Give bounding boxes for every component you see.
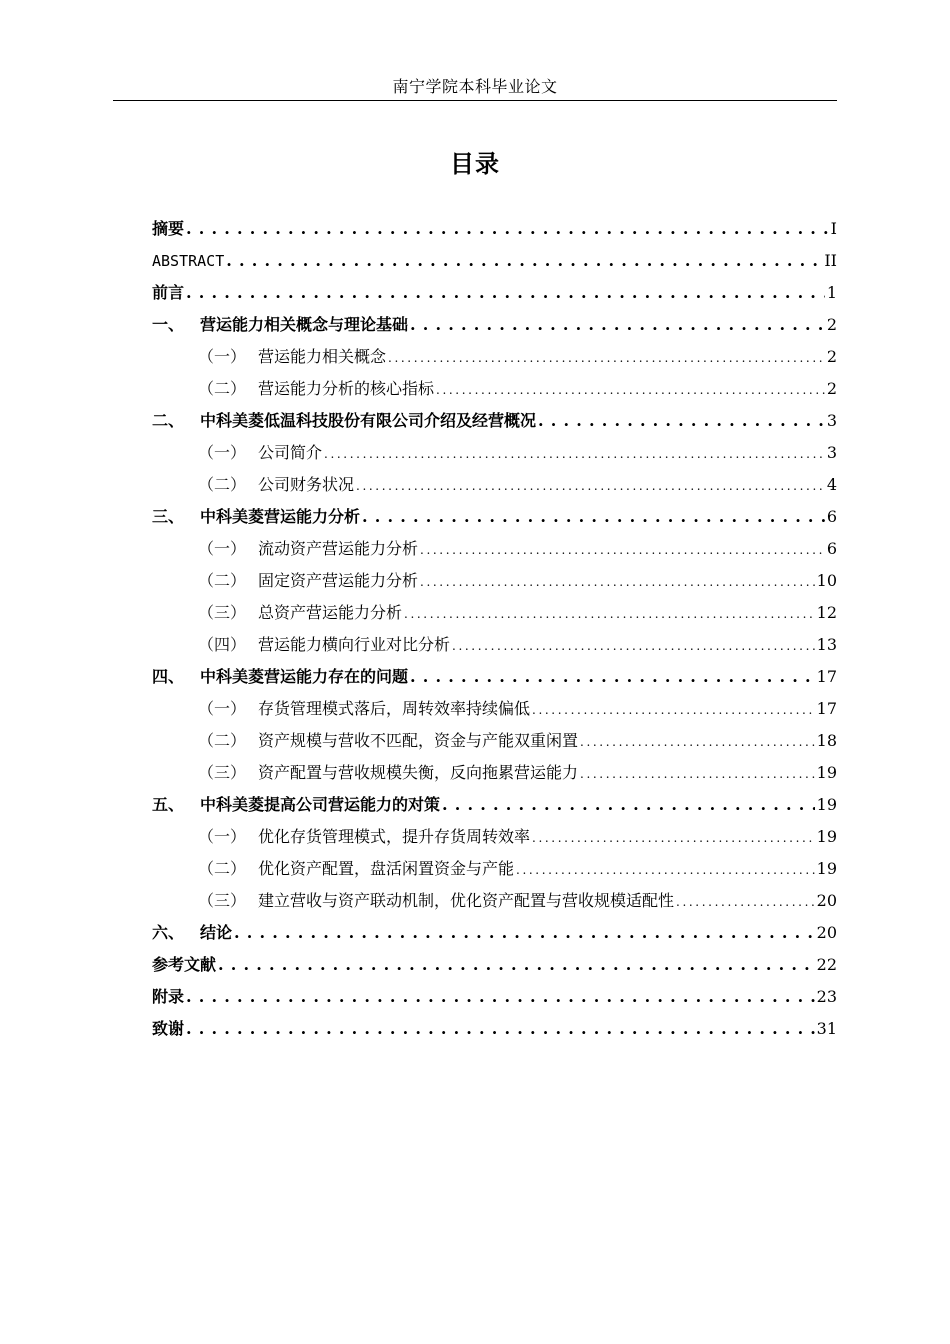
toc-entry-page-number: 23 <box>816 987 837 1006</box>
toc-entry-chapter[interactable] <box>152 213 837 245</box>
toc-entry-label: 结论 <box>200 923 233 942</box>
page-header: 南宁学院本科毕业论文 <box>392 77 558 96</box>
dot-leader <box>676 886 815 918</box>
toc-entry-number: 六、 <box>152 923 185 942</box>
toc-entry-section[interactable] <box>152 469 837 501</box>
dot-leader <box>420 534 825 566</box>
toc-entry-label: 存货管理模式落后，周转效率持续偏低 <box>258 699 531 718</box>
toc-entry-section[interactable] <box>152 853 837 885</box>
dot-leader <box>410 309 825 341</box>
toc-entry-page-number: 19 <box>816 827 837 846</box>
toc-entry-label: ABSTRACT <box>152 252 225 270</box>
toc-entry-section[interactable] <box>152 821 837 853</box>
dot-leader <box>324 438 825 470</box>
toc-entry-page-number: 19 <box>816 859 837 878</box>
toc-entry-page-number: 4 <box>826 475 837 494</box>
dot-leader <box>226 245 822 277</box>
toc-entry-page-number: II <box>824 251 837 270</box>
toc-entry-page-number: 20 <box>816 923 837 942</box>
toc-entry-number: （二） <box>198 859 247 878</box>
dot-leader <box>356 470 825 502</box>
toc-entry-chapter[interactable] <box>152 309 837 341</box>
toc-entry-number: 二、 <box>152 411 185 430</box>
dot-leader <box>362 501 825 533</box>
dot-leader <box>218 949 815 981</box>
dot-leader <box>580 726 815 758</box>
toc-entry-chapter[interactable] <box>152 789 837 821</box>
toc-entry-section[interactable] <box>152 757 837 789</box>
toc-entry-label: 参考文献 <box>152 955 217 974</box>
toc-entry-chapter[interactable] <box>152 501 837 533</box>
toc-entry-label: 固定资产营运能力分析 <box>258 571 419 590</box>
toc-entry-page-number: 19 <box>816 763 837 782</box>
dot-leader <box>436 374 825 406</box>
dot-leader <box>186 981 815 1013</box>
toc-entry-label: 营运能力横向行业对比分析 <box>258 635 451 654</box>
toc-entry-number: （四） <box>198 635 247 654</box>
toc-entry-page-number: 20 <box>816 891 837 910</box>
toc-entry-page-number: 19 <box>816 795 837 814</box>
dot-leader <box>234 917 815 949</box>
toc-entry-section[interactable] <box>152 437 837 469</box>
toc-entry-section[interactable] <box>152 565 837 597</box>
toc-entry-label: 中科美菱营运能力分析 <box>200 507 361 526</box>
toc-entry-number: （二） <box>198 475 247 494</box>
toc-entry-label: 流动资产营运能力分析 <box>258 539 419 558</box>
toc-entry-label: 前言 <box>152 283 185 302</box>
toc-entry-label: 营运能力分析的核心指标 <box>258 379 435 398</box>
toc-entry-page-number: 6 <box>826 507 837 526</box>
toc-entry-label: 中科美菱营运能力存在的问题 <box>200 667 409 686</box>
dot-leader <box>532 694 815 726</box>
toc-entry-chapter[interactable] <box>152 917 837 949</box>
toc-entry-page-number: 17 <box>816 699 837 718</box>
dot-leader <box>186 213 829 245</box>
toc-entry-label: 公司简介 <box>258 443 323 462</box>
table-of-contents <box>152 213 837 1045</box>
dot-leader <box>516 854 815 886</box>
toc-entry-section[interactable] <box>152 373 837 405</box>
toc-entry-section[interactable] <box>152 341 837 373</box>
toc-entry-number: 三、 <box>152 507 185 526</box>
toc-entry-label: 公司财务状况 <box>258 475 355 494</box>
toc-entry-chapter[interactable] <box>152 981 837 1013</box>
toc-entry-label: 优化资产配置，盘活闲置资金与产能 <box>258 859 515 878</box>
toc-entry-page-number: 3 <box>826 411 837 430</box>
toc-entry-number: （一） <box>198 539 247 558</box>
toc-entry-section[interactable] <box>152 533 837 565</box>
toc-entry-section[interactable] <box>152 597 837 629</box>
dot-leader <box>186 1013 815 1045</box>
toc-entry-section[interactable] <box>152 629 837 661</box>
toc-entry-section[interactable] <box>152 725 837 757</box>
toc-entry-number: 四、 <box>152 667 185 686</box>
dot-leader <box>532 822 815 854</box>
toc-entry-page-number: 1 <box>826 283 837 302</box>
toc-entry-number: 五、 <box>152 795 185 814</box>
toc-entry-label: 营运能力相关概念 <box>258 347 387 366</box>
toc-entry-number: （二） <box>198 731 247 750</box>
toc-entry-page-number: 12 <box>816 603 837 622</box>
toc-entry-number: （三） <box>198 763 247 782</box>
toc-entry-chapter[interactable] <box>152 277 837 309</box>
toc-entry-page-number: 6 <box>826 539 837 558</box>
toc-entry-page-number: 2 <box>826 315 837 334</box>
toc-entry-section[interactable] <box>152 693 837 725</box>
toc-entry-chapter[interactable] <box>152 405 837 437</box>
dot-leader <box>452 630 815 662</box>
toc-entry-label: 摘要 <box>152 219 185 238</box>
toc-entry-page-number: 17 <box>816 667 837 686</box>
toc-entry-number: （一） <box>198 827 247 846</box>
toc-entry-page-number: I <box>830 219 837 238</box>
toc-entry-page-number: 2 <box>826 347 837 366</box>
dot-leader <box>404 598 815 630</box>
dot-leader <box>580 758 815 790</box>
toc-entry-page-number: 31 <box>816 1019 837 1038</box>
toc-entry-number: （一） <box>198 443 247 462</box>
toc-entry-number: （三） <box>198 891 247 910</box>
dot-leader <box>388 342 825 374</box>
page-title: 目录 <box>450 149 500 178</box>
toc-entry-page-number: 18 <box>816 731 837 750</box>
toc-entry-number: （一） <box>198 699 247 718</box>
toc-entry-label: 总资产营运能力分析 <box>258 603 403 622</box>
toc-entry-page-number: 2 <box>826 379 837 398</box>
toc-entry-chapter[interactable] <box>152 949 837 981</box>
toc-entry-chapter[interactable] <box>152 661 837 693</box>
dot-leader <box>186 277 825 309</box>
toc-entry-section[interactable] <box>152 885 837 917</box>
toc-entry-label: 营运能力相关概念与理论基础 <box>200 315 409 334</box>
toc-entry-label: 中科美菱低温科技股份有限公司介绍及经营概况 <box>200 411 537 430</box>
dot-leader <box>420 566 815 598</box>
toc-entry-chapter[interactable] <box>152 245 837 277</box>
toc-entry-number: （二） <box>198 379 247 398</box>
toc-entry-label: 附录 <box>152 987 185 1006</box>
dot-leader <box>538 405 825 437</box>
toc-entry-page-number: 3 <box>826 443 837 462</box>
toc-entry-page-number: 22 <box>816 955 837 974</box>
header-divider <box>113 100 837 101</box>
toc-entry-label: 资产配置与营收规模失衡，反向拖累营运能力 <box>258 763 579 782</box>
toc-entry-label: 中科美菱提高公司营运能力的对策 <box>200 795 441 814</box>
toc-entry-label: 资产规模与营收不匹配，资金与产能双重闲置 <box>258 731 579 750</box>
toc-entry-number: 一、 <box>152 315 185 334</box>
toc-entry-label: 致谢 <box>152 1019 185 1038</box>
dot-leader <box>410 661 815 693</box>
toc-entry-label: 优化存货管理模式，提升存货周转效率 <box>258 827 531 846</box>
toc-entry-page-number: 13 <box>816 635 837 654</box>
dot-leader <box>442 789 815 821</box>
toc-entry-page-number: 10 <box>816 571 837 590</box>
toc-entry-chapter[interactable] <box>152 1013 837 1045</box>
toc-entry-number: （二） <box>198 571 247 590</box>
toc-entry-label: 建立营收与资产联动机制，优化资产配置与营收规模适配性 <box>258 891 675 910</box>
toc-entry-number: （三） <box>198 603 247 622</box>
toc-entry-number: （一） <box>198 347 247 366</box>
